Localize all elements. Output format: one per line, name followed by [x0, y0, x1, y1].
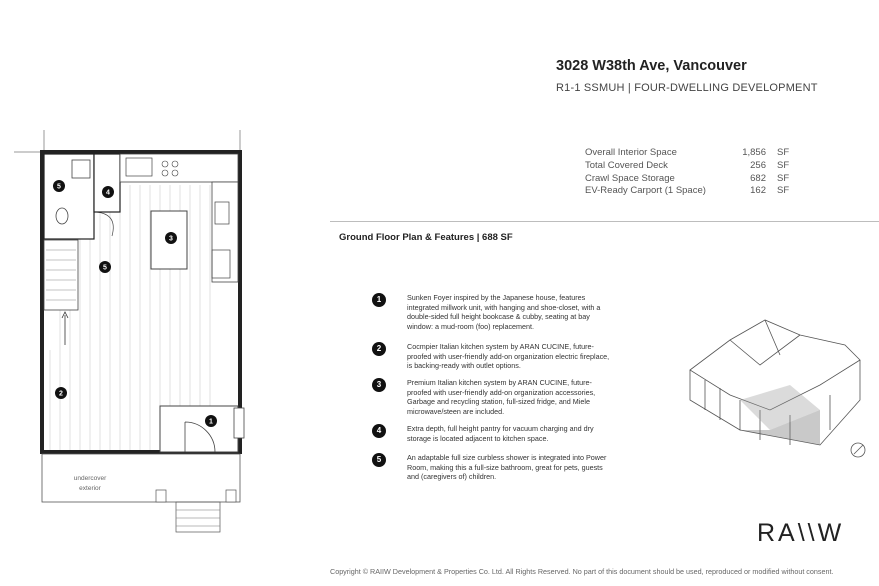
feature-item — [372, 342, 612, 371]
feature-number-badge: 2 — [372, 342, 386, 356]
section-divider — [330, 221, 879, 222]
page-subtitle: R1-1 SSMUH | FOUR-DWELLING DEVELOPMENT — [556, 82, 818, 94]
area-label: Crawl Space Storage — [585, 172, 675, 184]
feature-text: Premium Italian kitchen system by ARAN CUCINE, future-proofed with user-friendly add-on organization accessories, Garbage and recycling station, full-sized fridge, and Miele microwave/steen are included. — [407, 378, 596, 416]
plan-callout-3 — [165, 232, 177, 244]
feature-number-badge: 1 — [372, 293, 386, 307]
feature-text: Cocmpier Italian kitchen system by ARAN CUCINE, future-proofed with user-friendly add-on organization electric fireplace, is backing-ready with outlet options. — [407, 342, 610, 371]
exterior-label: undercover — [73, 475, 107, 482]
feature-item — [372, 453, 612, 482]
feature-text: An adaptable full size curbless shower is integrated into Power Room, making this a full-size bathroom, great for pets, guests and (caregivers of) children. — [407, 453, 607, 482]
area-label: Overall Interior Space — [585, 147, 677, 158]
area-label: Total Covered Deck — [585, 159, 668, 171]
ground-floor-plan — [0, 130, 270, 540]
exterior-label: exterior — [79, 485, 101, 492]
area-summary-table — [585, 147, 807, 198]
svg-text:5: 5 — [57, 183, 61, 191]
copyright-notice: Copyright © RAIIW Development & Properties Co. Ltd. All Rights Reserved. No part of this document should be used, reproduced or modified without consent. — [330, 567, 834, 576]
svg-text:3: 3 — [169, 235, 173, 243]
feature-text: Sunken Foyer inspired by the Japanese house, features integrated millwork unit, with hanging and shoe-closet, with a double-sided full height bookcase & cubby, seating at bay window: a mud-room (foo) replacement. — [407, 293, 601, 331]
building-axonometric-sketch — [670, 300, 875, 470]
area-value: 682 — [750, 172, 766, 184]
area-value: 256 — [750, 159, 766, 171]
feature-number-badge: 3 — [372, 378, 386, 392]
area-unit: SF — [777, 147, 790, 158]
svg-text:4: 4 — [106, 189, 110, 197]
brand-logo: RA\\W — [757, 519, 845, 547]
area-row — [585, 185, 807, 198]
area-unit: SF — [777, 159, 790, 171]
svg-text:2: 2 — [59, 390, 63, 398]
section-heading: Ground Floor Plan & Features | 688 SF — [339, 232, 513, 243]
plan-callout-1 — [205, 415, 217, 427]
area-row — [585, 160, 807, 173]
feature-item — [372, 424, 612, 443]
feature-item — [372, 293, 612, 331]
plan-callout-4 — [102, 186, 114, 198]
plan-callout-5 — [53, 180, 65, 192]
plan-callout-2 — [55, 387, 67, 399]
area-unit: SF — [777, 185, 790, 197]
area-row — [585, 173, 807, 186]
area-unit: SF — [777, 172, 790, 184]
svg-text:5: 5 — [103, 264, 107, 272]
feature-number-badge: 4 — [372, 424, 386, 438]
area-label: EV-Ready Carport (1 Space) — [585, 185, 706, 197]
svg-text:1: 1 — [209, 418, 213, 426]
plan-callout-5 — [99, 261, 111, 273]
feature-text: Extra depth, full height pantry for vacuum charging and dry storage is located adjacent to kitchen space. — [407, 424, 594, 443]
area-row — [585, 147, 807, 160]
feature-item — [372, 378, 612, 416]
area-value: 1,856 — [742, 147, 766, 158]
feature-number-badge: 5 — [372, 453, 386, 467]
area-value: 162 — [750, 185, 766, 197]
page-title: 3028 W38th Ave, Vancouver — [556, 58, 747, 74]
